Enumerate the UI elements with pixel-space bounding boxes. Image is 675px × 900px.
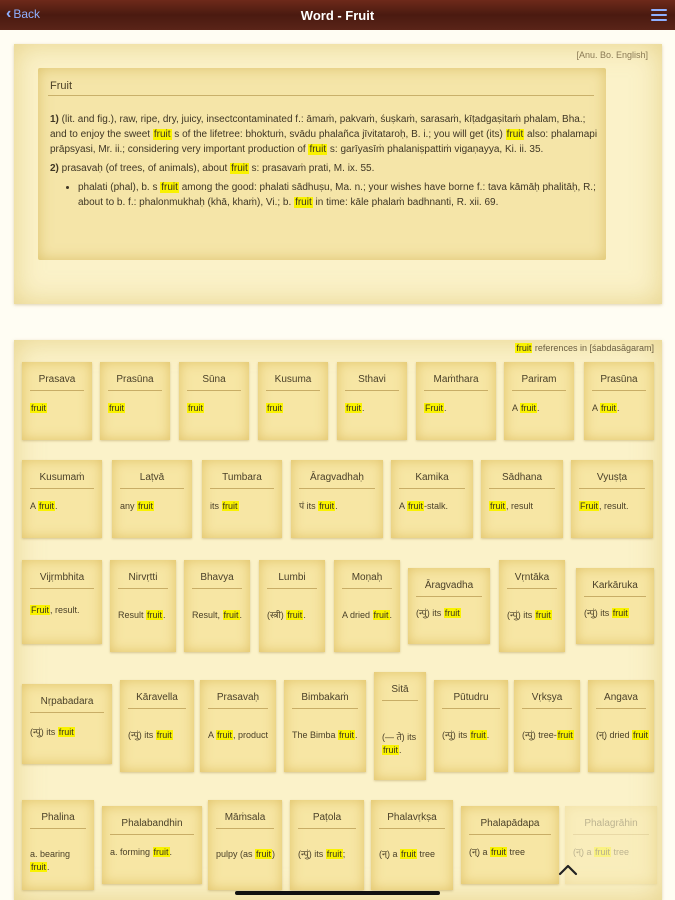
text-segment: ) xyxy=(272,849,276,859)
dictionary-source: [Anu. Bo. English] xyxy=(576,50,648,60)
card-divider xyxy=(110,834,194,835)
reference-gloss xyxy=(596,729,650,742)
text-segment: tree xyxy=(507,847,526,857)
text-segment: A xyxy=(512,403,521,413)
reference-card[interactable] xyxy=(334,560,400,652)
text-segment: a. forming xyxy=(110,847,153,857)
reference-gloss xyxy=(30,402,88,415)
text-segment: , result xyxy=(506,501,534,511)
highlighted-term: fruit xyxy=(58,727,74,737)
highlighted-term: fruit xyxy=(222,501,238,511)
reference-word: Laṭvā xyxy=(139,472,165,483)
highlighted-term: fruit xyxy=(319,501,335,511)
text-segment: . xyxy=(355,730,358,740)
card-divider xyxy=(30,588,94,589)
card-divider xyxy=(108,390,162,391)
text-segment: The Bimba xyxy=(292,730,339,740)
text-segment: A xyxy=(592,403,601,413)
text-segment: among the good: phalati sādhuṣu, Ma. n.; your wishes have borne f.: tava kāmāḥ phalitāḥ, R.; about to b. f.: phalonmukhaḥ (khā, khaṁ), Vi.; b. xyxy=(78,182,596,208)
reference-card[interactable] xyxy=(184,560,250,652)
definition-heading: Fruit xyxy=(50,80,72,92)
text-segment: s of the lifetree: bhoktuṁ, svādu phalañca jīvitataroḥ, B. i.; you will get (its) xyxy=(171,129,506,140)
highlighted-term: fruit xyxy=(491,847,507,857)
highlighted-term: fruit xyxy=(217,730,233,740)
text-segment: . xyxy=(486,730,490,740)
reference-gloss xyxy=(424,402,492,415)
text-segment: ; xyxy=(342,849,346,859)
reference-gloss xyxy=(379,848,449,861)
card-divider xyxy=(522,708,572,709)
reference-word: Māṁsala xyxy=(224,812,266,823)
highlighted-term: fruit xyxy=(521,403,537,413)
highlighted-term: fruit xyxy=(309,144,327,155)
text-segment: , product xyxy=(233,730,269,740)
reference-word: Sthavi xyxy=(358,374,386,385)
text-segment: . xyxy=(444,403,447,413)
highlighted-term: fruit xyxy=(109,403,125,413)
highlighted-term: Fruit xyxy=(580,501,598,511)
sense-number: 2) xyxy=(50,163,59,174)
text-segment: Result, xyxy=(192,610,223,620)
reference-card[interactable] xyxy=(374,672,426,780)
chevron-up-icon[interactable] xyxy=(557,862,579,878)
reference-gloss xyxy=(120,500,188,513)
reference-gloss xyxy=(267,609,321,622)
highlighted-term: fruit xyxy=(267,403,283,413)
reference-gloss xyxy=(30,848,90,874)
card-divider xyxy=(489,488,555,489)
reference-card[interactable] xyxy=(391,460,473,538)
reference-word: Angava xyxy=(604,692,638,703)
reference-word: Prasava xyxy=(38,374,76,385)
text-segment: , result. xyxy=(599,501,629,511)
card-divider xyxy=(120,488,184,489)
reference-gloss xyxy=(469,846,555,859)
highlighted-term: fruit xyxy=(444,608,460,618)
reference-card[interactable] xyxy=(102,806,202,884)
text-segment: -stalk. xyxy=(424,501,449,511)
reference-gloss xyxy=(30,604,98,617)
text-segment: tree xyxy=(417,849,436,859)
reference-gloss xyxy=(579,500,649,513)
highlighted-term: fruit xyxy=(223,610,239,620)
highlighted-term: Fruit xyxy=(31,605,49,615)
reference-card[interactable] xyxy=(434,680,508,772)
reference-word: Vṛkṣya xyxy=(531,692,563,703)
reference-word: Phalapādapa xyxy=(480,818,540,829)
reference-word: Sitā xyxy=(391,684,409,695)
reference-gloss xyxy=(187,402,245,415)
card-divider xyxy=(442,708,500,709)
reference-gloss xyxy=(208,729,272,742)
card-divider xyxy=(192,588,242,589)
highlighted-term: fruit xyxy=(633,730,649,740)
text-segment: (न्पुं) its xyxy=(442,730,470,740)
card-divider xyxy=(128,708,186,709)
reference-gloss xyxy=(584,607,650,620)
highlighted-term: fruit xyxy=(188,403,204,413)
text-segment: (न्) a xyxy=(469,847,490,857)
reference-gloss xyxy=(30,726,108,739)
reference-word: Phalagrāhin xyxy=(584,818,638,829)
reference-gloss xyxy=(489,500,559,513)
reference-gloss xyxy=(266,402,324,415)
hamburger-menu-icon[interactable] xyxy=(651,9,667,21)
reference-gloss xyxy=(192,609,246,622)
reference-gloss xyxy=(110,846,198,859)
reference-card[interactable] xyxy=(259,560,325,652)
text-segment: (— ते) its xyxy=(382,732,417,742)
reference-gloss xyxy=(416,607,486,620)
card-divider xyxy=(379,828,445,829)
reference-card[interactable] xyxy=(290,800,364,890)
home-indicator xyxy=(235,891,440,895)
text-segment: . xyxy=(239,610,243,620)
text-segment: its xyxy=(210,501,222,511)
reference-word: Kāravella xyxy=(136,692,178,703)
reference-gloss xyxy=(592,402,650,415)
text-segment: (न्) dried xyxy=(596,730,633,740)
reference-card[interactable] xyxy=(504,362,574,440)
highlighted-term: fruit xyxy=(256,849,272,859)
reference-word: Prasavaḥ xyxy=(216,692,260,703)
text-segment: . xyxy=(399,745,402,755)
definition-box xyxy=(38,68,606,260)
card-divider xyxy=(584,596,646,597)
highlighted-term: fruit xyxy=(535,610,551,620)
reference-gloss xyxy=(298,848,360,861)
reference-card[interactable] xyxy=(22,684,112,764)
text-segment: s: prasavaṁ prati, M. ix. 55. xyxy=(248,163,375,174)
reference-card[interactable] xyxy=(120,680,194,772)
reference-word: Vijṛmbhita xyxy=(39,572,85,583)
reference-card[interactable] xyxy=(291,460,383,538)
reference-card[interactable] xyxy=(110,560,176,652)
reference-word: Phalabandhin xyxy=(121,818,183,829)
reference-card[interactable] xyxy=(22,800,94,890)
highlighted-term: Fruit xyxy=(425,403,443,413)
text-segment: (न्पुं) its xyxy=(507,610,535,620)
reference-word: Prasūna xyxy=(600,374,638,385)
text-segment: (न्पुं) its xyxy=(584,608,612,618)
reference-card[interactable] xyxy=(408,568,490,644)
reference-word: Sādhana xyxy=(501,472,543,483)
reference-card[interactable] xyxy=(588,680,654,772)
highlighted-term: fruit xyxy=(506,129,524,140)
references-panel xyxy=(14,340,662,900)
highlighted-term: fruit xyxy=(557,730,573,740)
back-label: Back xyxy=(13,7,41,21)
text-segment: (न्पुं) its xyxy=(128,730,156,740)
reference-gloss xyxy=(30,500,98,513)
reference-word: Phalina xyxy=(41,812,75,823)
text-segment: tree xyxy=(611,847,630,857)
reference-word: Bhavya xyxy=(200,572,234,583)
card-divider xyxy=(299,488,375,489)
text-segment: also: phalamapi prāpsyasi, Mr. ii.; considering very important production of xyxy=(50,129,598,155)
reference-word: Bimbakaṁ xyxy=(301,692,349,703)
definition-panel xyxy=(14,44,662,304)
text-segment: (न्) a xyxy=(379,849,400,859)
text-segment: A xyxy=(399,501,408,511)
reference-card[interactable] xyxy=(461,806,559,884)
text-segment: (न्पुं) its xyxy=(416,608,444,618)
highlighted-term: fruit xyxy=(287,610,303,620)
card-divider xyxy=(579,488,645,489)
text-segment: . xyxy=(163,610,166,620)
highlighted-term: fruit xyxy=(373,610,389,620)
card-divider xyxy=(118,588,168,589)
text-segment: Result xyxy=(118,610,147,620)
highlighted-term: fruit xyxy=(612,608,628,618)
reference-card[interactable] xyxy=(22,362,92,440)
text-segment: A xyxy=(208,730,217,740)
text-segment: (न्पुं) its xyxy=(30,727,58,737)
reference-gloss xyxy=(292,729,362,742)
card-divider xyxy=(208,708,268,709)
card-divider xyxy=(424,390,488,391)
card-divider xyxy=(596,708,646,709)
card-divider xyxy=(512,390,566,391)
reference-gloss xyxy=(299,500,379,513)
reference-word: Kusuma xyxy=(274,374,312,385)
reference-word: Maṁthara xyxy=(433,374,479,385)
highlighted-term: fruit xyxy=(31,403,47,413)
reference-word: Lumbi xyxy=(278,572,306,583)
sub-sense-list xyxy=(50,180,598,210)
reference-word: Kamika xyxy=(415,472,449,483)
references-label: fruit references in [śabdasāgaram] xyxy=(516,343,654,353)
sub-sense xyxy=(78,180,598,210)
text-segment: पं its xyxy=(299,501,319,511)
reference-word: Karkāruka xyxy=(592,580,638,591)
card-divider xyxy=(573,834,649,835)
reference-gloss xyxy=(573,846,653,859)
text-segment: s: garīyasīṁ phalaniṣpattiṁ vigaṇayya, Ki. ii. 35. xyxy=(327,144,544,155)
highlighted-term: fruit xyxy=(339,730,355,740)
text-segment: . xyxy=(389,610,393,620)
text-segment: any xyxy=(120,501,138,511)
text-segment: phalati (phal), b. s xyxy=(78,182,161,193)
highlighted-term: fruit xyxy=(470,730,486,740)
text-segment: . xyxy=(303,610,306,620)
reference-card[interactable] xyxy=(179,362,249,440)
reference-word: Prasūna xyxy=(116,374,154,385)
highlighted-term: fruit xyxy=(401,849,417,859)
reference-card[interactable] xyxy=(208,800,282,890)
reference-card[interactable] xyxy=(284,680,366,772)
highlighted-term: fruit xyxy=(138,501,154,511)
highlighted-term: fruit xyxy=(346,403,362,413)
card-divider xyxy=(266,390,320,391)
text-segment: a. bearing xyxy=(30,849,71,859)
highlighted-term: fruit xyxy=(147,610,163,620)
text-segment: . xyxy=(537,403,540,413)
card-divider xyxy=(342,588,392,589)
reference-card[interactable] xyxy=(202,460,282,538)
reference-card[interactable] xyxy=(499,560,565,652)
reference-word: Vyuṣṭa xyxy=(596,472,628,483)
text-segment: A xyxy=(30,501,39,511)
reference-word: Nṛpabadara xyxy=(40,696,94,707)
reference-card[interactable] xyxy=(584,362,654,440)
navigation-bar xyxy=(0,0,675,30)
reference-card[interactable] xyxy=(112,460,192,538)
reference-card[interactable] xyxy=(100,362,170,440)
highlighted-term: fruit xyxy=(161,182,178,193)
highlighted-term: fruit xyxy=(153,129,171,140)
card-divider xyxy=(187,390,241,391)
highlighted-term: fruit xyxy=(595,847,611,857)
highlighted-term: fruit xyxy=(153,847,169,857)
reference-card[interactable] xyxy=(337,362,407,440)
text-segment: (न्पुं) its xyxy=(298,849,326,859)
definition-body xyxy=(50,112,598,210)
reference-card[interactable] xyxy=(514,680,580,772)
text-segment: prasavaḥ (of trees, of animals), about xyxy=(58,163,231,174)
highlighted-term: fruit xyxy=(156,730,172,740)
card-divider xyxy=(292,708,358,709)
text-segment: pulpy (as xyxy=(216,849,256,859)
text-segment: . xyxy=(55,501,58,511)
highlighted-term: fruit xyxy=(326,849,342,859)
card-divider xyxy=(30,390,84,391)
reference-card[interactable] xyxy=(258,362,328,440)
reference-card[interactable] xyxy=(481,460,563,538)
chevron-left-icon: ‹ xyxy=(6,5,12,22)
reference-word: Pūtudru xyxy=(453,692,489,703)
divider xyxy=(48,95,594,96)
text-segment: A dried xyxy=(342,610,373,620)
reference-card[interactable] xyxy=(22,460,102,538)
card-divider xyxy=(592,390,646,391)
reference-gloss xyxy=(522,729,576,742)
highlighted-term: fruit xyxy=(408,501,424,511)
highlighted-term: fruit xyxy=(601,403,617,413)
card-divider xyxy=(216,828,274,829)
reference-card[interactable] xyxy=(576,568,654,644)
card-divider xyxy=(399,488,465,489)
card-divider xyxy=(30,712,104,713)
text-segment: in time: kāle phalaṁ badhnanti, R. xii. 69. xyxy=(312,197,499,208)
reference-word: Nirvṛtti xyxy=(128,572,158,583)
reference-gloss xyxy=(345,402,403,415)
reference-word: Paṭola xyxy=(312,812,342,823)
card-divider xyxy=(382,700,418,701)
highlighted-term: fruit xyxy=(383,745,399,755)
reference-gloss xyxy=(512,402,570,415)
highlighted-term: fruit xyxy=(490,501,506,511)
card-divider xyxy=(298,828,356,829)
reference-card[interactable] xyxy=(371,800,453,890)
reference-gloss xyxy=(399,500,469,513)
card-divider xyxy=(267,588,317,589)
card-divider xyxy=(30,488,94,489)
highlighted-term: fruit xyxy=(39,501,55,511)
reference-gloss xyxy=(108,402,166,415)
text-segment: . xyxy=(617,403,620,413)
highlighted-term: fruit xyxy=(295,197,312,208)
reference-card[interactable] xyxy=(200,680,276,772)
reference-gloss xyxy=(210,500,278,513)
reference-gloss xyxy=(442,729,504,742)
highlighted-term: fruit xyxy=(231,163,248,174)
text-segment: (न्) a xyxy=(573,847,594,857)
reference-word: Pariram xyxy=(521,374,557,385)
reference-card[interactable] xyxy=(571,460,653,538)
reference-word: Āragvadhaḥ xyxy=(310,472,364,483)
reference-gloss xyxy=(342,609,396,622)
text-segment: . xyxy=(335,501,338,511)
card-divider xyxy=(30,828,86,829)
reference-word: Sūna xyxy=(202,374,226,385)
reference-word: Āragvadha xyxy=(424,580,474,591)
reference-gloss xyxy=(507,609,561,622)
card-divider xyxy=(469,834,551,835)
reference-word: Phalavṛkṣa xyxy=(387,812,437,823)
text-segment: . xyxy=(362,403,365,413)
reference-gloss xyxy=(128,729,190,742)
reference-word: Vṛntāka xyxy=(514,572,550,583)
reference-word: Kusumaṁ xyxy=(39,472,85,483)
text-segment: (स्त्री) xyxy=(267,610,287,620)
highlighted-term: fruit xyxy=(31,862,47,872)
text-segment: (lit. and fig.), raw, ripe, dry, juicy, insectcontaminated f.: āmaṁ, pakvaṁ, śuṣkaṁ, sarasaṁ, kīṭadgaṣitaṁ phalam, Bha.; and to enjoy the sweet xyxy=(50,114,586,140)
card-divider xyxy=(210,488,274,489)
reference-gloss xyxy=(382,731,422,757)
definition-sense xyxy=(50,112,598,157)
reference-gloss xyxy=(118,609,172,622)
definition-sense xyxy=(50,161,598,176)
page-title: Word - Fruit xyxy=(300,8,375,23)
reference-word: Tumbara xyxy=(222,472,262,483)
card-divider xyxy=(345,390,399,391)
text-segment: (न्पुं) tree- xyxy=(522,730,557,740)
reference-card[interactable] xyxy=(22,560,102,644)
sense-number: 1) xyxy=(50,114,59,125)
card-divider xyxy=(416,596,482,597)
reference-word: Moṇaḥ xyxy=(351,572,383,583)
card-divider xyxy=(507,588,557,589)
text-segment: . xyxy=(169,847,173,857)
reference-gloss xyxy=(216,848,278,861)
text-segment: , result. xyxy=(50,605,80,615)
reference-card[interactable] xyxy=(416,362,496,440)
text-segment: . xyxy=(47,862,50,872)
